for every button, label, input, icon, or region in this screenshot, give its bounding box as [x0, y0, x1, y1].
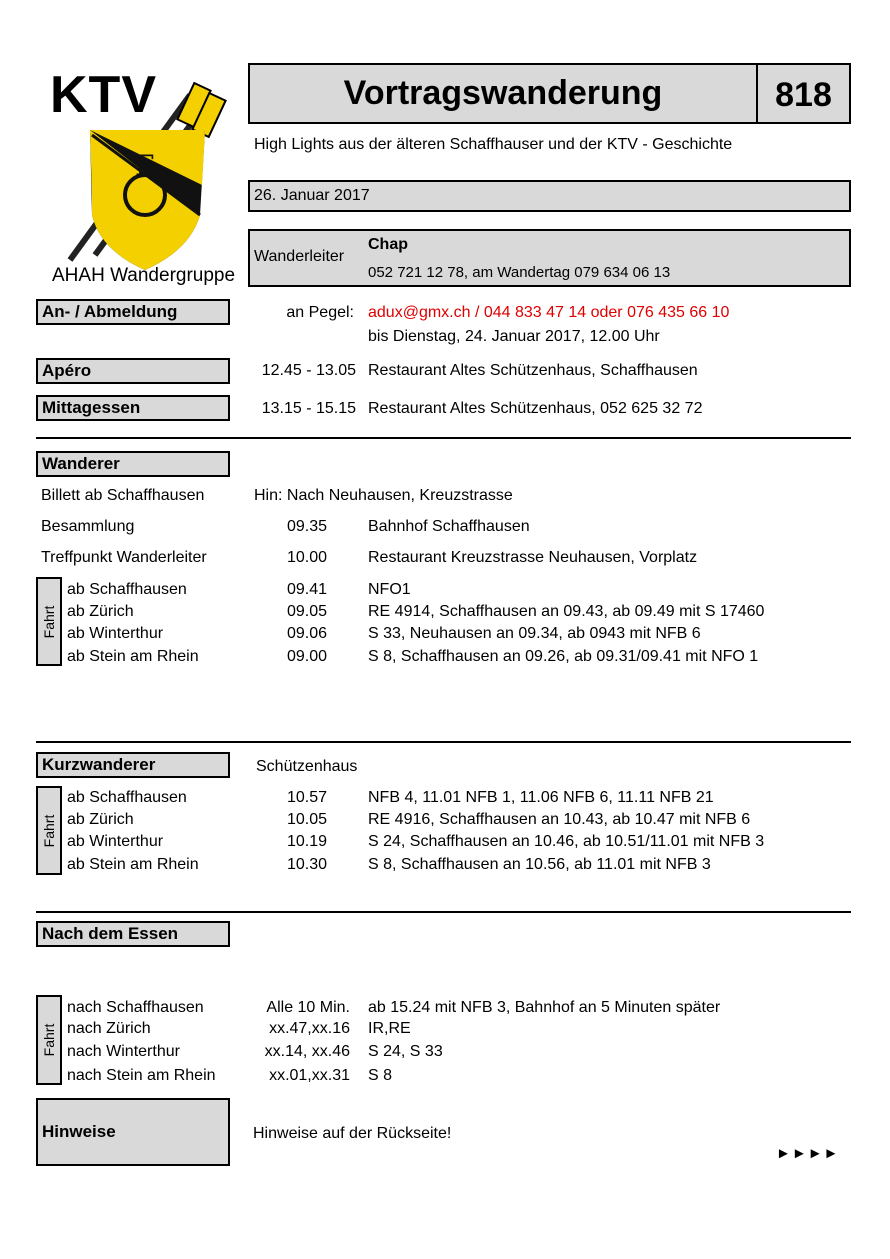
row-time: 10.19	[287, 833, 328, 850]
row-time: 10.57	[287, 789, 328, 806]
svg-text:F: F	[135, 149, 155, 182]
anmeldung-prefix: an Pegel:	[286, 304, 354, 321]
row-time: 09.41	[287, 581, 328, 598]
row-from: ab Zürich	[67, 603, 134, 620]
row-from: ab Schaffhausen	[67, 581, 187, 598]
kurz-dest: Schützenhaus	[256, 758, 358, 775]
fahrt-box	[36, 786, 62, 875]
besammlung-time: 09.35	[287, 518, 328, 535]
label-anmeldung: An- / Abmeldung	[36, 299, 230, 325]
logo-text: KTV	[50, 66, 157, 124]
row-from: ab Winterthur	[67, 625, 164, 642]
date: 26. Januar 2017	[254, 187, 370, 204]
title-box	[248, 63, 758, 124]
billett-value: Hin: Nach Neuhausen, Kreuzstrasse	[254, 487, 513, 504]
row-info: NFO1	[368, 581, 411, 598]
row-info: NFB 4, 11.01 NFB 1, 11.06 NFB 6, 11.11 NFB 21	[368, 789, 714, 806]
row-time: xx.14, xx.46	[264, 1043, 350, 1060]
row-info: IR,RE	[368, 1020, 411, 1037]
row-from: ab Zürich	[67, 811, 134, 828]
row-time: xx.01,xx.31	[269, 1067, 350, 1084]
row-info: RE 4914, Schaffhausen an 09.43, ab 09.49 mit S 17460	[368, 603, 765, 620]
row-time: 10.05	[287, 811, 328, 828]
anmeldung-contact[interactable]: adux@gmx.ch / 044 833 47 14 oder 076 435 66 10	[368, 304, 730, 321]
hinweise-label: Hinweise	[42, 1122, 116, 1141]
row-info: S 8	[368, 1067, 393, 1084]
leader-box	[248, 229, 851, 287]
row-info: S 24, S 33	[368, 1043, 443, 1060]
hinweise-text: Hinweise auf der Rückseite!	[253, 1125, 452, 1142]
row-from: nach Stein am Rhein	[67, 1067, 216, 1084]
fahrt-label: Fahrt	[41, 814, 57, 847]
fahrt-box	[36, 995, 62, 1085]
row-info: S 8, Schaffhausen an 09.26, ab 09.31/09.41 mit NFO 1	[368, 648, 759, 665]
row-time: Alle 10 Min.	[266, 999, 350, 1016]
leader-name: Chap	[368, 236, 408, 253]
fahrt-label: Fahrt	[41, 1023, 57, 1057]
treffpunkt-place: Restaurant Kreuzstrasse Neuhausen, Vorplatz	[368, 549, 698, 566]
row-time: 10.30	[287, 856, 328, 873]
date-box	[248, 180, 851, 212]
treffpunkt-label: Treffpunkt Wanderleiter	[41, 549, 207, 566]
apero-place: Restaurant Altes Schützenhaus, Schaffhausen	[368, 362, 698, 379]
divider	[36, 741, 851, 743]
row-from: ab Stein am Rhein	[67, 856, 199, 873]
row-info: RE 4916, Schaffhausen an 10.43, ab 10.47 mit NFB 6	[368, 811, 751, 828]
mittag-place: Restaurant Altes Schützenhaus, 052 625 32 72	[368, 400, 703, 417]
label-nach-dem-essen: Nach dem Essen	[36, 921, 230, 947]
row-time: xx.47,xx.16	[269, 1020, 350, 1037]
label-kurzwanderer: Kurzwanderer	[36, 752, 230, 778]
besammlung-label: Besammlung	[41, 518, 135, 535]
row-info: ab 15.24 mit NFB 3, Bahnhof an 5 Minuten später	[368, 999, 721, 1016]
row-from: ab Schaffhausen	[67, 789, 187, 806]
row-from: nach Winterthur	[67, 1043, 180, 1060]
leader-phone: 052 721 12 78, am Wandertag 079 634 06 13	[368, 264, 671, 281]
row-from: nach Zürich	[67, 1020, 151, 1037]
subtitle: High Lights aus der älteren Schaffhauser und der KTV - Geschichte	[254, 136, 733, 153]
row-info: S 24, Schaffhausen an 10.46, ab 10.51/11.01 mit NFB 3	[368, 833, 765, 850]
arrows-icon: ►►►►	[776, 1145, 840, 1162]
row-info: S 33, Neuhausen an 09.34, ab 0943 mit NFB 6	[368, 625, 701, 642]
row-time: 09.06	[287, 625, 328, 642]
apero-time: 12.45 - 13.05	[261, 362, 356, 379]
row-info: S 8, Schaffhausen an 10.56, ab 11.01 mit NFB 3	[368, 856, 711, 873]
treffpunkt-time: 10.00	[287, 549, 328, 566]
row-time: 09.00	[287, 648, 328, 665]
divider	[36, 437, 851, 439]
page-title: Vortragswanderung	[343, 74, 663, 112]
row-from: ab Stein am Rhein	[67, 648, 199, 665]
fahrt-label: Fahrt	[41, 605, 57, 638]
label-wanderer: Wanderer	[36, 451, 230, 477]
hike-number: 818	[775, 76, 832, 114]
anmeldung-deadline: bis Dienstag, 24. Januar 2017, 12.00 Uhr	[368, 328, 660, 345]
shield-icon	[40, 75, 230, 275]
divider	[36, 911, 851, 913]
fahrt-box	[36, 577, 62, 666]
billett-label: Billett ab Schaffhausen	[41, 487, 205, 504]
label-mittagessen: Mittagessen	[36, 395, 230, 421]
row-from: ab Winterthur	[67, 833, 164, 850]
leader-label: Wanderleiter	[254, 248, 345, 265]
row-from: nach Schaffhausen	[67, 999, 204, 1016]
row-time: 09.05	[287, 603, 328, 620]
besammlung-place: Bahnhof Schaffhausen	[368, 518, 530, 535]
logo-subtitle: AHAH Wandergruppe	[52, 265, 236, 286]
ktv-logo	[40, 65, 236, 290]
label-hinweise	[36, 1098, 230, 1166]
label-apero: Apéro	[36, 358, 230, 384]
number-box	[756, 63, 851, 124]
mittag-time: 13.15 - 15.15	[261, 400, 356, 417]
